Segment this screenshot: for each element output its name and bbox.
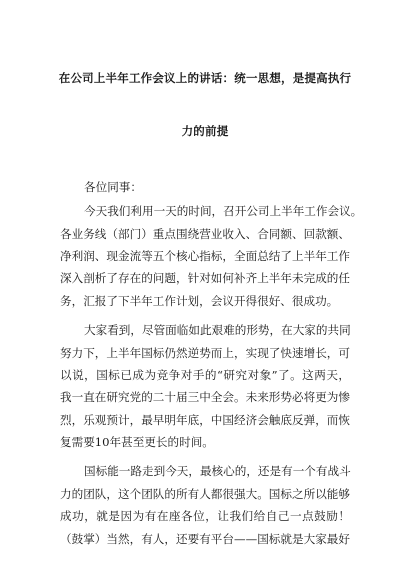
paragraph-2-line-1: 大家看到，尽管面临如此艰难的形势，在大家的共同	[84, 323, 351, 337]
document-title-line-2: 力的前提	[181, 124, 229, 138]
paragraph-2-line-5: 烈，乐观预计，最早明年底，中国经济会触底反弹，而恢	[60, 413, 350, 427]
paragraph-1-line-2: 各业务线（部门）重点围绕营业收入、合同额、回款额、	[60, 227, 350, 241]
paragraph-3-line-2: 力的团队，这个团队的所有人都很强大。国标之所以能够	[60, 487, 350, 501]
paragraph-2-line-2: 努力下，上半年国标仍然逆势而上，实现了快速增长，可	[60, 346, 350, 360]
paragraph-2-line-3: 以说，国标已成为竞争对手的“研究对象”了。这两天，	[60, 368, 350, 382]
paragraph-3-line-1: 国标能一路走到今天，最核心的，还是有一个有战斗	[84, 464, 351, 478]
paragraph-3-line-3: 成功，就是因为有在座各位，让我们给自己一点鼓励！	[60, 509, 350, 523]
salutation: 各位同事：	[84, 180, 142, 194]
document-title-line-1: 在公司上半年工作会议上的讲话：统一思想，是提高执行	[58, 71, 352, 85]
paragraph-2-line-6: 复需要10年甚至更长的时间。	[60, 435, 214, 449]
paragraph-3-line-4: （鼓掌）当然，有人，还要有平台——国标就是大家最好	[60, 532, 350, 546]
paragraph-2-line-4: 我一直在研究党的二十届三中全会。未来形势必将更为惨	[60, 390, 350, 404]
paragraph-1-line-5: 务，汇报了下半年工作计划，会议开得很好、很成功。	[60, 294, 339, 308]
paragraph-1-line-1: 今天我们利用一天的时间，召开公司上半年工作会议。	[84, 204, 363, 218]
paragraph-1-line-4: 深入剖析了存在的问题，针对如何补齐上半年未完成的任	[60, 271, 350, 285]
paragraph-1-line-3: 净利润、现金流等五个核心指标，全面总结了上半年工作	[60, 249, 350, 263]
